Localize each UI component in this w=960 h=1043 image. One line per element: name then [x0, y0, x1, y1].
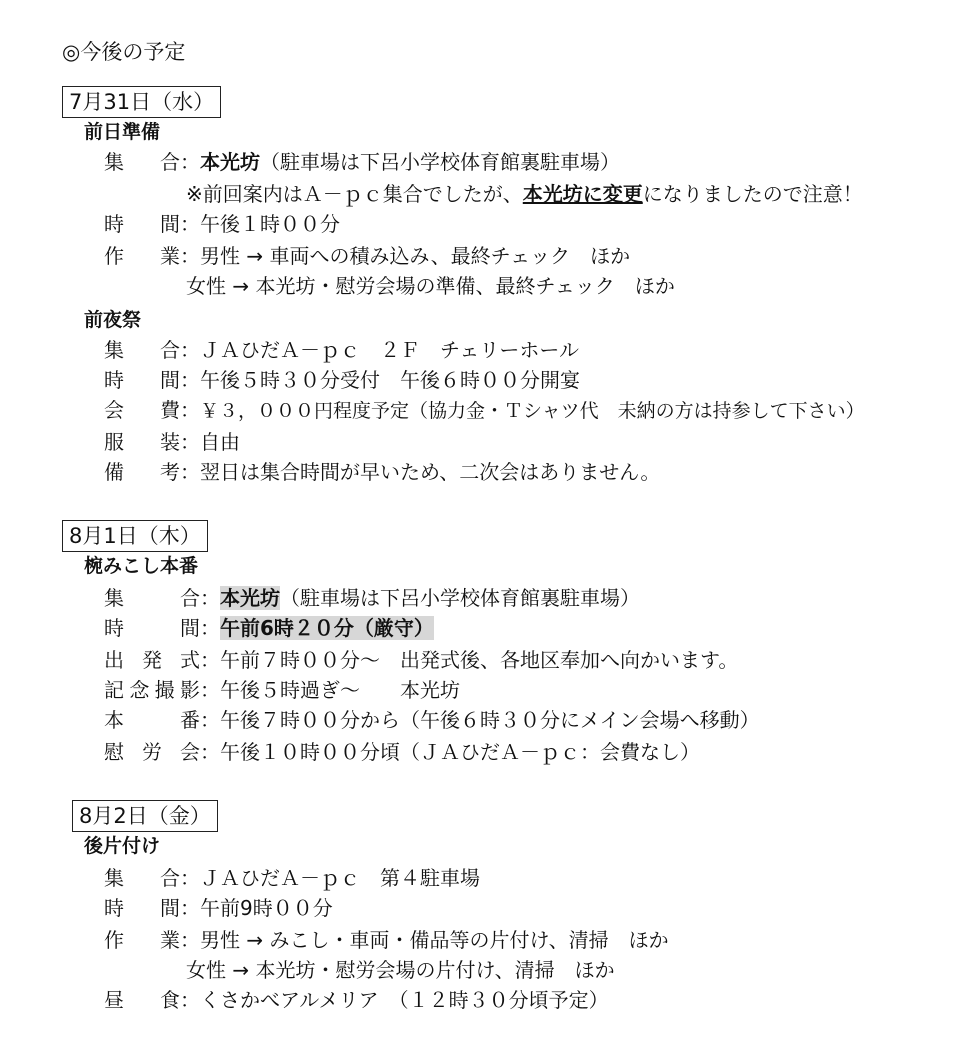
- date-box-jul31: 7月31日（水）: [62, 86, 221, 118]
- row-main-show: 本 番：午後７時００分から（午後６時３０分にメイン会場へ移動）: [104, 708, 760, 732]
- row-label: 集 合: [104, 586, 200, 610]
- row-main-photo: 記念撮影：午後５時過ぎ～ 本光坊: [104, 678, 460, 702]
- row-value: 自由: [200, 430, 240, 454]
- work-men: 男性 → みこし・車両・備品等の片付け、清掃 ほか: [200, 928, 669, 952]
- meet-place: 本光坊: [200, 150, 260, 174]
- row-label: 記念撮影: [104, 678, 200, 702]
- row-eve-time: 時 間：午後５時３０分受付 午後６時００分開宴: [104, 368, 580, 392]
- row-prep-time: 時 間：午後１時００分: [104, 212, 340, 236]
- row-value: 午後５時３０分受付 午後６時００分開宴: [200, 368, 580, 392]
- row-label: 昼 食: [104, 988, 180, 1012]
- row-label: 時 間: [104, 368, 180, 392]
- meet-place-highlight: 本光坊: [220, 586, 280, 610]
- work-men: 男性 → 車両への積み込み、最終チェック ほか: [200, 244, 631, 268]
- row-label: 時 間: [104, 896, 180, 920]
- row-cleanup-lunch: 昼 食：くさかべアルメリア （１２時３０分頃予定）: [104, 988, 609, 1012]
- row-value: 午前７時００分～ 出発式後、各地区奉加へ向かいます。: [220, 648, 739, 672]
- meet-note: （駐車場は下呂小学校体育館裏駐車場）: [280, 586, 640, 610]
- date-box-aug2: 8月2日（金）: [72, 800, 218, 832]
- row-main-meet: 集 合：本光坊（駐車場は下呂小学校体育館裏駐車場）: [104, 586, 640, 610]
- row-prep-work-women: 女性 → 本光坊・慰労会場の準備、最終チェック ほか: [186, 274, 675, 298]
- row-eve-note: 備 考：翌日は集合時間が早いため、二次会はありません。: [104, 460, 661, 484]
- row-eve-dress: 服 装：自由: [104, 430, 240, 454]
- row-main-party: 慰 労 会：午後１０時００分頃（ＪＡひだＡ－ｐｃ：会費なし）: [104, 740, 700, 764]
- section-heading-cleanup: 後片付け: [84, 835, 161, 857]
- row-label: 作 業: [104, 244, 180, 268]
- row-value: 翌日は集合時間が早いため、二次会はありません。: [200, 460, 661, 484]
- row-label: 時 間: [104, 616, 200, 640]
- time-highlight: 午前6時２０分（厳守）: [220, 616, 434, 640]
- row-prep-notice: [186, 180, 863, 208]
- row-value: くさかべアルメリア （１２時３０分頃予定）: [200, 988, 609, 1012]
- row-label: 集 合: [104, 338, 180, 362]
- row-label: 備 考: [104, 460, 180, 484]
- row-value: 午前9時００分: [200, 896, 333, 920]
- row-value: ＪＡひだＡ－ｐｃ 第４駐車場: [200, 866, 480, 890]
- notice-change-emphasis: 本光坊に変更: [522, 182, 643, 206]
- row-value: 午後５時過ぎ～ 本光坊: [220, 678, 460, 702]
- row-main-time: 時 間：午前6時２０分（厳守）: [104, 616, 434, 640]
- row-label: 集 合: [104, 866, 180, 890]
- section-heading-prep: 前日準備: [84, 121, 161, 143]
- row-label: 集 合: [104, 150, 180, 174]
- row-eve-meet: 集 合：ＪＡひだＡ－ｐｃ ２Ｆ チェリーホール: [104, 338, 579, 362]
- row-label: 服 装: [104, 430, 180, 454]
- row-cleanup-work: 作 業：男性 → みこし・車両・備品等の片付け、清掃 ほか: [104, 928, 669, 952]
- section-heading-main: 椀みこし本番: [84, 555, 199, 577]
- row-value: 午後１０時００分頃（ＪＡひだＡ－ｐｃ：会費なし）: [220, 740, 700, 764]
- notice-text-a: ※前回案内はＡ－ｐｃ集合でしたが、: [186, 182, 523, 206]
- meet-note: （駐車場は下呂小学校体育館裏駐車場）: [260, 150, 620, 174]
- section-heading-eve: 前夜祭: [84, 309, 142, 331]
- row-cleanup-work-women: 女性 → 本光坊・慰労会場の片付け、清掃 ほか: [186, 958, 615, 982]
- row-eve-fee: 会 費：￥３，０００円程度予定（協力金・Ｔシャツ代 未納の方は持参して下さい）: [104, 398, 865, 422]
- row-prep-meet: 集 合：本光坊（駐車場は下呂小学校体育館裏駐車場）: [104, 150, 620, 174]
- row-label: 時 間: [104, 212, 180, 236]
- row-prep-work: 作 業：男性 → 車両への積み込み、最終チェック ほか: [104, 244, 631, 268]
- row-label: 慰 労 会: [104, 740, 200, 764]
- row-cleanup-time: 時 間：午前9時００分: [104, 896, 333, 920]
- page-title: ◎今後の予定: [62, 40, 186, 64]
- row-cleanup-meet: 集 合：ＪＡひだＡ－ｐｃ 第４駐車場: [104, 866, 480, 890]
- row-label: 会 費: [104, 398, 180, 422]
- row-label: 作 業: [104, 928, 180, 952]
- row-value: ￥３，０００円程度予定（協力金・Ｔシャツ代 未納の方は持参して下さい）: [200, 400, 865, 422]
- notice-text-c: になりましたので注意！: [642, 182, 863, 206]
- row-label: 本 番: [104, 708, 200, 732]
- date-box-aug1: 8月1日（木）: [62, 520, 208, 552]
- row-value: ＪＡひだＡ－ｐｃ ２Ｆ チェリーホール: [200, 338, 579, 362]
- row-value: 午後７時００分から（午後６時３０分にメイン会場へ移動）: [220, 708, 760, 732]
- row-main-departure: 出 発 式：午前７時００分～ 出発式後、各地区奉加へ向かいます。: [104, 648, 739, 672]
- row-label: 出 発 式: [104, 648, 200, 672]
- row-value: 午後１時００分: [200, 212, 340, 236]
